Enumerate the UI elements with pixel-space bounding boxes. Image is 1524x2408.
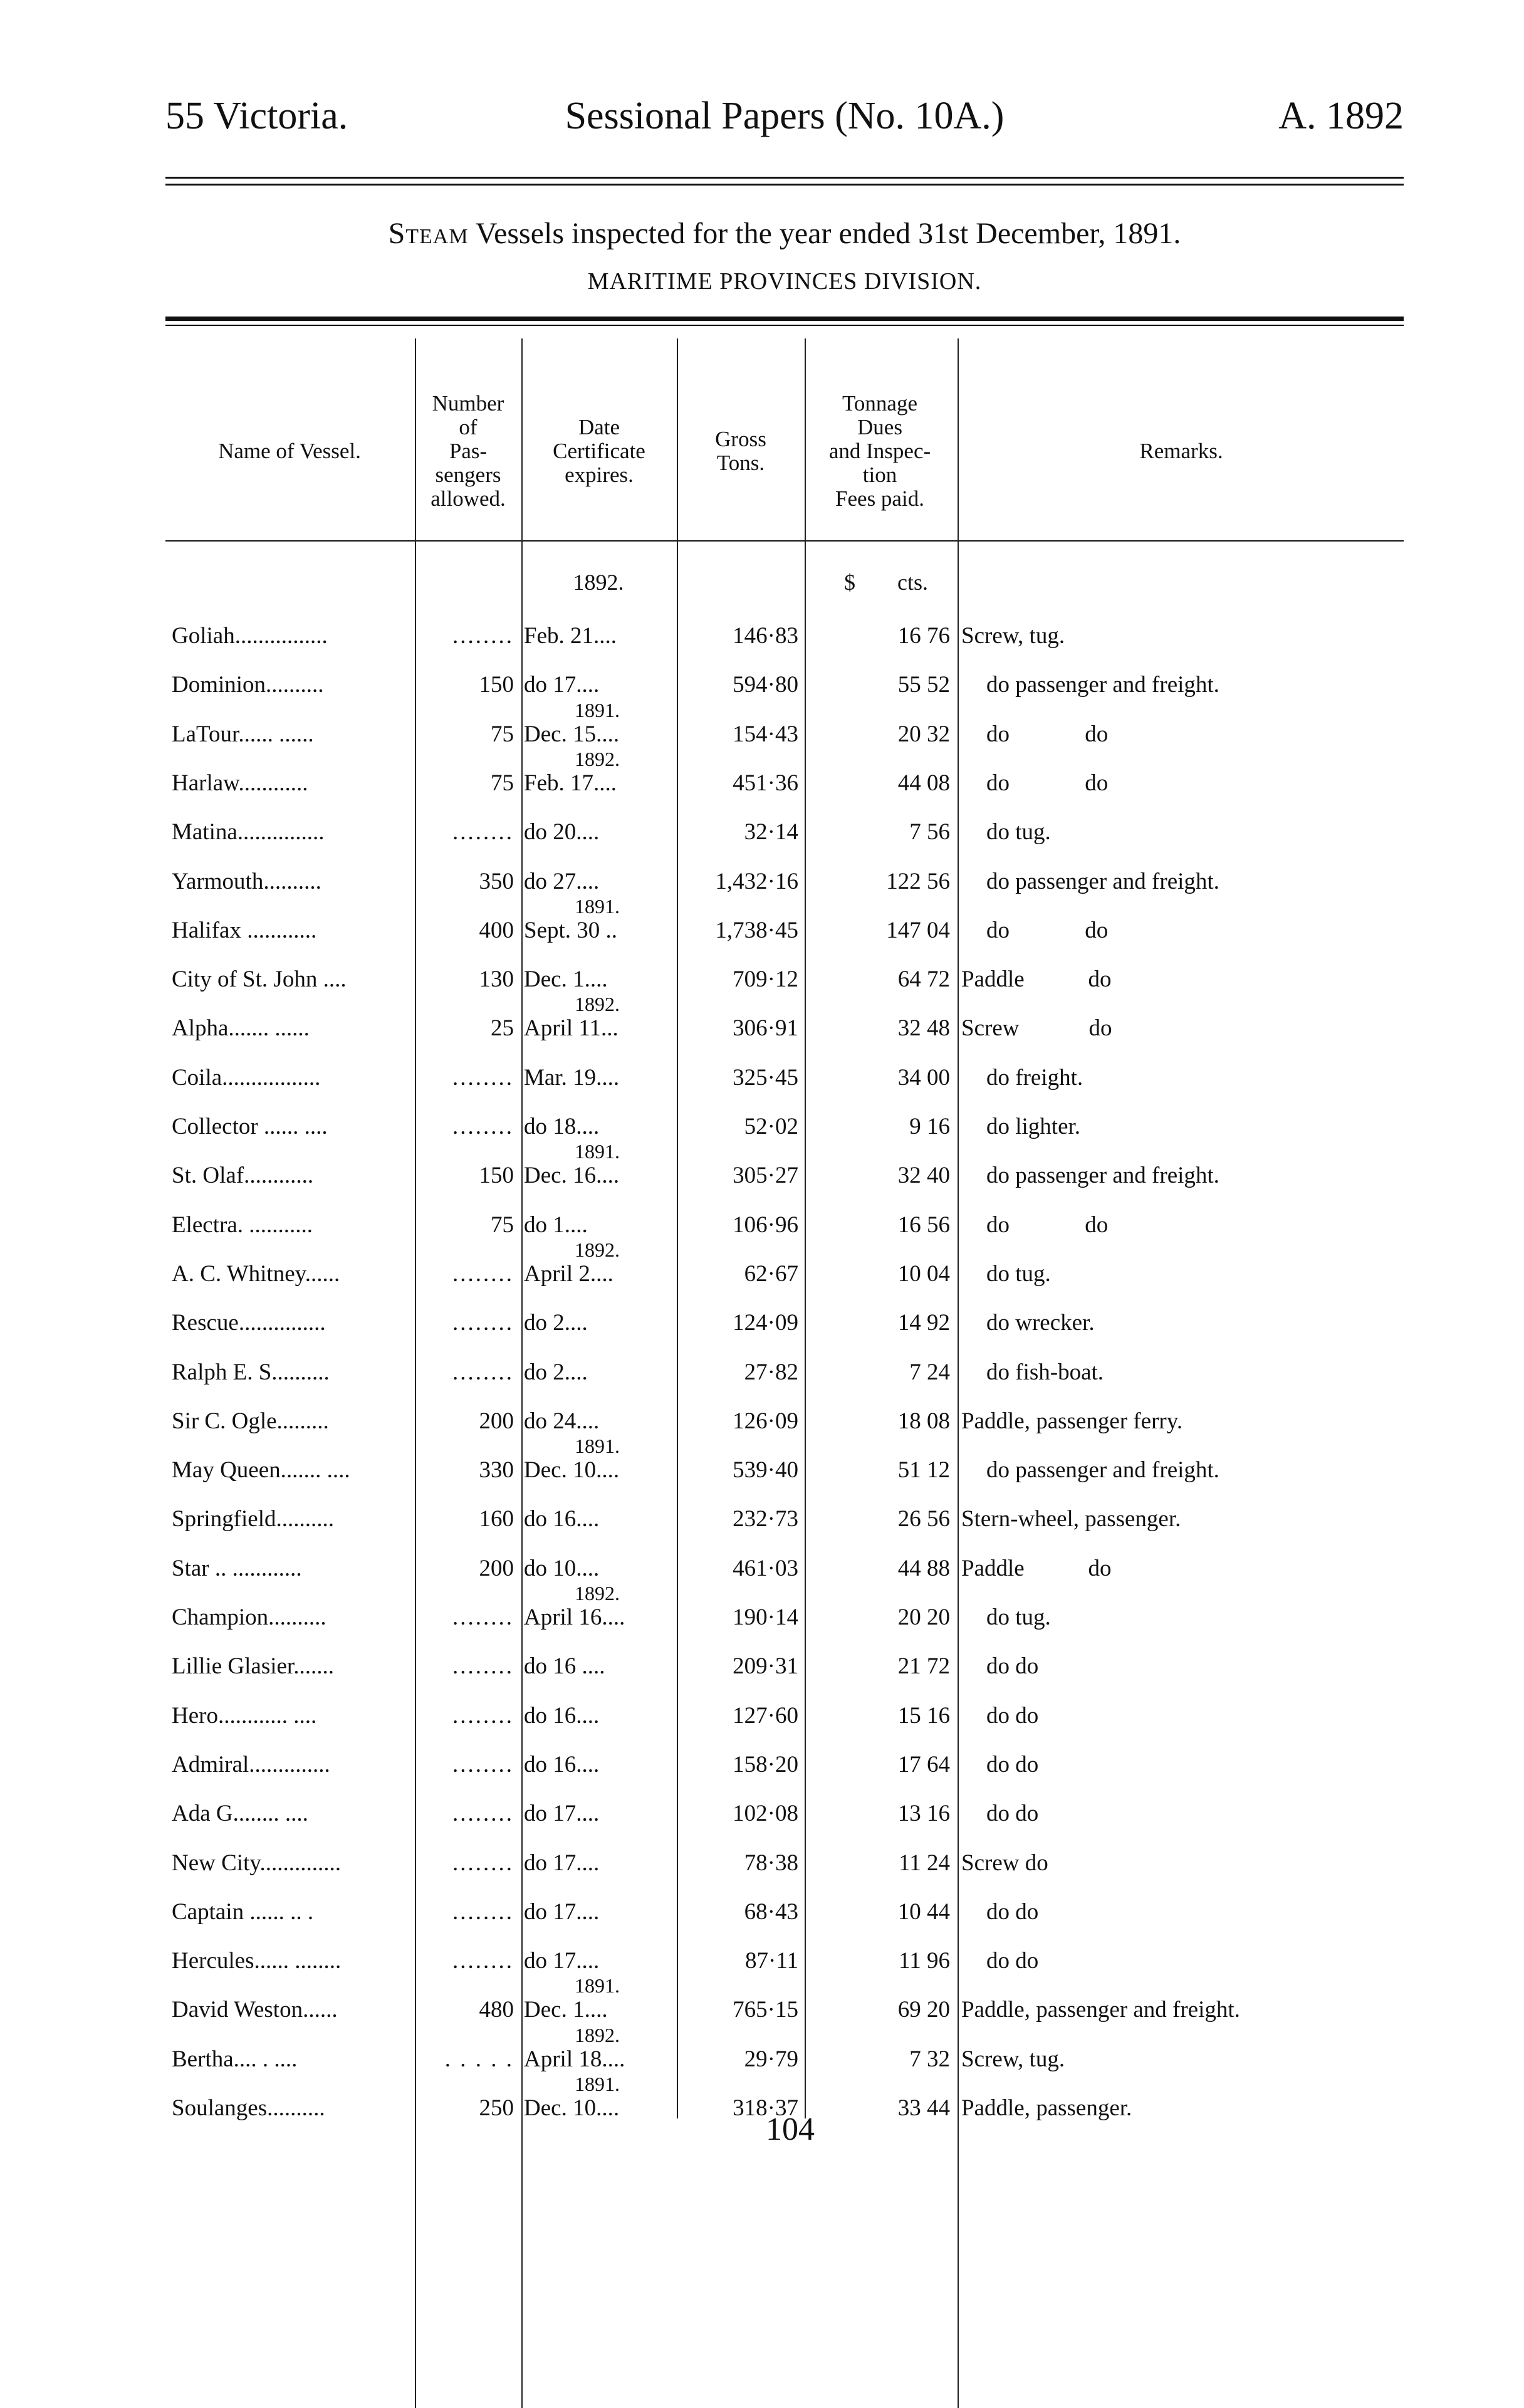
vessel-name: Matina............... [172,819,325,845]
fees-paid: 34 00 [897,1065,950,1091]
running-head-left: 55 Victoria. [165,95,348,137]
remarks: do do [986,918,1109,943]
gross-tons: 461·03 [733,1556,798,1581]
gross-tons: 594·80 [733,672,798,698]
gross-tons: 306·91 [733,1015,798,1041]
certificate-expiry: do 2.... [524,1310,588,1336]
gross-tons: 1,738·45 [715,918,798,943]
vessel-name: Harlaw............ [172,770,308,796]
vessel-name: Soulanges.......... [172,2095,325,2121]
header-date-line: Certificate [553,439,645,463]
passengers-allowed: 200 [479,1556,514,1581]
vessel-name: Bertha.... . .... [172,2046,298,2072]
passengers-allowed: . . . . . [444,2046,514,2072]
table-row [0,1210,1524,1259]
remarks: do do [986,1752,1039,1777]
certificate-expiry: do 24.... [524,1408,600,1434]
table-row [0,1238,1524,1307]
certificate-expiry: Mar. 19.... [524,1065,620,1091]
certificate-expiry: do 10.... [524,1556,600,1581]
remarks: do passenger and freight. [986,1457,1219,1483]
title-rest: Vessels inspected for the year ended 31st December, 1891. [468,217,1181,250]
table-row [0,1897,1524,1945]
table-row [0,1582,1524,1651]
year-marker: 1892. [575,993,620,1015]
division-title: MARITIME PROVINCES DIVISION. [587,268,982,295]
vessel-name: Lillie Glasier....... [172,1653,334,1679]
column-header-fees [806,370,954,533]
fees-paid: 7 56 [909,819,950,845]
certificate-expiry: do 2.... [524,1359,588,1385]
header-date-line: Date [578,415,620,439]
certificate-expiry: do 17.... [524,1850,600,1876]
year-marker: 1892. [575,2024,620,2046]
remarks: do wrecker. [986,1310,1095,1336]
gross-tons: 32·14 [744,819,798,845]
vessel-name: Dominion.......... [172,672,324,698]
year-marker: 1891. [575,699,620,721]
fees-paid: 14 92 [897,1310,950,1336]
certificate-expiry: Sept. 30 .. [524,918,618,943]
passengers-allowed: 130 [479,966,514,992]
remarks: Paddle, passenger ferry. [961,1408,1183,1434]
certificate-expiry: Feb. 21.... [524,623,617,649]
passengers-allowed: ........ [452,1752,514,1777]
gross-tons: 709·12 [733,966,798,992]
vessel-name: New City.............. [172,1850,341,1876]
certificate-expiry: Dec. 10.... [524,1457,620,1483]
fees-paid: 15 16 [897,1703,950,1729]
remarks: Paddle, passenger and freight. [961,1997,1240,2023]
table-row [0,1553,1524,1602]
fees-paid: 9 16 [909,1114,950,1139]
vessel-name: Halifax ............ [172,918,317,943]
header-passengers-line: of [459,415,478,439]
remarks: do passenger and freight. [986,672,1219,698]
remarks: do fish-boat. [986,1359,1104,1385]
passengers-allowed: 330 [479,1457,514,1483]
vessel-name: St. Olaf............ [172,1163,314,1188]
certificate-expiry: April 2.... [524,1261,613,1287]
passengers-allowed: ........ [452,1948,514,1974]
fees-paid: 7 24 [909,1359,950,1385]
table-row [0,2024,1524,2093]
header-fees-line: Fees paid. [835,486,924,511]
header-fees-line: Tonnage [842,391,917,416]
remarks: do tug. [986,819,1051,845]
remarks: do do [986,1703,1039,1729]
vessel-name: Electra. ........... [172,1212,313,1238]
passengers-allowed: 160 [479,1506,514,1532]
passengers-allowed: 350 [479,869,514,894]
certificate-expiry: Dec. 15.... [524,721,620,747]
certificate-expiry: Dec. 1.... [524,966,608,992]
gross-tons: 1,432·16 [715,869,798,894]
unit-cents: cts. [897,570,928,595]
vessel-name: Coila................. [172,1065,321,1091]
vessel-name: Admiral.............. [172,1752,330,1777]
running-head [165,94,1404,144]
unit-year: 1892. [573,570,624,595]
remarks: Stern-wheel, passenger. [961,1506,1181,1532]
remarks: Screw, tug. [961,623,1065,649]
fees-paid: 55 52 [897,672,950,698]
certificate-expiry: do 16 .... [524,1653,605,1679]
column-header-name [165,370,414,533]
gross-tons: 232·73 [733,1506,798,1532]
gross-tons: 305·27 [733,1163,798,1188]
passengers-allowed: 75 [491,1212,514,1238]
passengers-allowed: ........ [452,1359,514,1385]
table-row [0,1111,1524,1163]
remarks: do passenger and freight. [986,1163,1219,1188]
remarks: Paddle do [961,1556,1112,1581]
fees-paid: 33 44 [897,2095,950,2121]
vessel-name: Springfield.......... [172,1506,334,1532]
running-head-center: Sessional Papers (No. 10A.) [565,95,1005,137]
passengers-allowed: 75 [491,721,514,747]
gross-tons: 318·37 [733,2095,798,2121]
remarks: do tug. [986,1261,1051,1287]
double-rule [165,177,1404,186]
gross-tons: 126·09 [733,1408,798,1434]
remarks: Paddle do [961,966,1112,992]
fees-paid: 10 04 [897,1261,950,1287]
table-row [0,620,1524,669]
fees-paid: 21 72 [897,1653,950,1679]
fees-paid: 51 12 [897,1457,950,1483]
column-header-tons [678,370,803,533]
header-rule [165,540,1404,542]
passengers-allowed: 25 [491,1015,514,1041]
remarks: do do [986,770,1109,796]
vessel-name: Collector ...... .... [172,1114,328,1139]
fees-paid: 20 20 [897,1604,950,1630]
remarks: do do [986,1653,1039,1679]
gross-tons: 209·31 [733,1653,798,1679]
fees-paid: 32 48 [897,1015,950,1041]
remarks: do passenger and freight. [986,869,1219,894]
table-row [0,748,1524,817]
fees-paid: 10 44 [897,1899,950,1925]
certificate-expiry: do 1.... [524,1212,588,1238]
table-row [0,964,1524,1013]
vessel-name: Captain ...... .. . [172,1899,314,1925]
gross-tons: 87·11 [745,1948,798,1974]
header-passengers-line: Pas- [449,439,488,463]
column-header-date [523,370,676,533]
table-row [0,993,1524,1062]
fees-paid: 26 56 [897,1506,950,1532]
header-passengers-line: allowed. [431,486,506,511]
fees-paid: 18 08 [897,1408,950,1434]
year-marker: 1891. [575,1974,620,1997]
column-header-passengers [416,370,520,533]
passengers-allowed: ........ [452,1261,514,1287]
remarks: do do [986,1212,1109,1238]
header-fees-line: tion [862,463,897,487]
vessel-name: Hero............ .... [172,1703,317,1729]
gross-tons: 27·82 [744,1359,798,1385]
table-row [0,895,1524,964]
fees-paid: 44 88 [897,1556,950,1581]
remarks: do tug. [986,1604,1051,1630]
passengers-allowed: ........ [452,1703,514,1729]
passengers-allowed: 150 [479,1163,514,1188]
table-row [0,1406,1524,1455]
vessel-name: David Weston...... [172,1997,338,2023]
certificate-expiry: April 16.... [524,1604,625,1630]
certificate-expiry: April 18.... [524,2046,625,2072]
certificate-expiry: do 18.... [524,1114,600,1139]
gross-tons: 158·20 [733,1752,798,1777]
fees-paid: 64 72 [897,966,950,992]
fees-paid: 32 40 [897,1163,950,1188]
thick-rule [165,317,1404,321]
gross-tons: 146·83 [733,623,798,649]
unit-dollars: $ [844,570,855,595]
fees-paid: 69 20 [897,1997,950,2023]
vessel-name: Hercules...... ........ [172,1948,342,1974]
gross-tons: 765·15 [733,1997,798,2023]
fees-paid: 20 32 [897,721,950,747]
fees-paid: 17 64 [897,1752,950,1777]
table-row [0,866,1524,918]
remarks: do do [986,1801,1039,1826]
remarks: Screw do [961,1015,1112,1041]
year-marker: 1891. [575,1140,620,1163]
vessel-name: Alpha....... ...... [172,1015,310,1041]
table-row [0,1357,1524,1406]
passengers-allowed: 250 [479,2095,514,2121]
gross-tons: 68·43 [744,1899,798,1925]
gross-tons: 451·36 [733,770,798,796]
passengers-allowed: ........ [452,819,514,845]
vessel-name: Sir C. Ogle......... [172,1408,329,1434]
gross-tons: 539·40 [733,1457,798,1483]
table-row [0,1504,1524,1552]
table-row [0,1651,1524,1700]
certificate-expiry: Dec. 1.... [524,1997,608,2023]
passengers-allowed: ........ [452,1653,514,1679]
passengers-allowed: ........ [452,1310,514,1336]
header-fees-line: and Inspec- [828,439,931,463]
remarks: do do [986,721,1109,747]
remarks: do freight. [986,1065,1083,1091]
fees-paid: 16 56 [897,1212,950,1238]
remarks: Screw, tug. [961,2046,1065,2072]
certificate-expiry: do 17.... [524,1948,600,1974]
running-head-right: A. 1892 [1278,95,1404,137]
header-passengers-line: sengers [435,463,501,487]
header-fees-line: Dues [857,415,902,439]
table-row [0,1749,1524,1798]
gross-tons: 52·02 [744,1114,798,1139]
vessel-name: May Queen....... .... [172,1457,350,1483]
vessel-name: Champion.......... [172,1604,326,1630]
year-marker: 1892. [575,1238,620,1261]
certificate-expiry: Dec. 16.... [524,1163,620,1188]
gross-tons: 127·60 [733,1703,798,1729]
fees-paid: 11 24 [899,1850,950,1876]
year-marker: 1891. [575,1435,620,1457]
remarks: do do [986,1899,1039,1925]
passengers-allowed: 200 [479,1408,514,1434]
table-row [0,699,1524,768]
fees-paid: 7 32 [909,2046,950,2072]
gross-tons: 29·79 [744,2046,798,2072]
remarks: Paddle, passenger. [961,2095,1132,2121]
passengers-allowed: 150 [479,672,514,698]
passengers-allowed: 75 [491,770,514,796]
passengers-allowed: ........ [452,1065,514,1091]
passengers-allowed: ........ [452,1604,514,1630]
remarks: Screw do [961,1850,1048,1876]
vessel-name: LaTour...... ...... [172,721,314,747]
certificate-expiry: do 16.... [524,1703,600,1729]
gross-tons: 325·45 [733,1065,798,1091]
table-row [0,1062,1524,1111]
table-row [0,1700,1524,1749]
fees-paid: 44 08 [897,770,950,796]
passengers-allowed: 480 [479,1997,514,2023]
header-passengers-line: Number [432,391,504,416]
year-marker: 1892. [575,1582,620,1604]
certificate-expiry: Dec. 10.... [524,2095,620,2121]
certificate-expiry: do 27.... [524,869,600,894]
table-row [0,669,1524,721]
header-tons-line: Tons. [716,451,765,475]
table-row [0,817,1524,866]
vessel-name: Rescue............... [172,1310,326,1336]
table-row [0,1435,1524,1504]
gross-tons: 62·67 [744,1261,798,1287]
table-row [0,1945,1524,1997]
fees-paid: 11 96 [899,1948,950,1974]
passengers-allowed: 400 [479,918,514,943]
remarks: do lighter. [986,1114,1081,1139]
table-title [165,216,1404,251]
table-row [0,1848,1524,1897]
vessel-name: Yarmouth.......... [172,869,321,894]
vessel-name: City of St. John .... [172,966,347,992]
vessel-name: Ada G........ .... [172,1801,308,1826]
page-number: 104 [766,2112,815,2147]
title-lead: Steam [388,217,469,250]
passengers-allowed: ........ [452,1801,514,1826]
table-row [0,1307,1524,1356]
fees-paid: 122 56 [886,869,950,894]
gross-tons: 154·43 [733,721,798,747]
passengers-allowed: ........ [452,1850,514,1876]
certificate-expiry: do 20.... [524,819,600,845]
fees-paid: 147 04 [886,918,950,943]
certificate-expiry: April 11... [524,1015,618,1041]
gross-tons: 106·96 [733,1212,798,1238]
year-marker: 1891. [575,895,620,918]
vessel-name: Goliah................ [172,623,328,649]
certificate-expiry: do 16.... [524,1506,600,1532]
vessel-name: Ralph E. S.......... [172,1359,330,1385]
certificate-expiry: do 17.... [524,1801,600,1826]
fees-paid: 16 76 [897,623,950,649]
passengers-allowed: ........ [452,1114,514,1139]
certificate-expiry: do 16.... [524,1752,600,1777]
passengers-allowed: ........ [452,1899,514,1925]
year-marker: 1892. [575,748,620,770]
header-date-line: expires. [565,463,634,487]
remarks: do do [986,1948,1039,1974]
gross-tons: 78·38 [744,1850,798,1876]
table-row [0,1140,1524,1209]
vessel-name: A. C. Whitney...... [172,1261,340,1287]
gross-tons: 190·14 [733,1604,798,1630]
header-name-text: Name of Vessel. [218,439,361,463]
column-header-remarks [959,370,1404,533]
fees-paid: 13 16 [897,1801,950,1826]
header-remarks-text: Remarks. [1139,439,1223,463]
passengers-allowed: ........ [452,623,514,649]
thin-rule [165,325,1404,326]
table-row [0,1974,1524,2046]
gross-tons: 102·08 [733,1801,798,1826]
header-tons-line: Gross [715,427,766,451]
certificate-expiry: do 17.... [524,1899,600,1925]
table-row [0,1798,1524,1847]
certificate-expiry: do 17.... [524,672,600,698]
year-marker: 1891. [575,2073,620,2095]
gross-tons: 124·09 [733,1310,798,1336]
vessel-name: Star .. ............ [172,1556,302,1581]
certificate-expiry: Feb. 17.... [524,770,617,796]
